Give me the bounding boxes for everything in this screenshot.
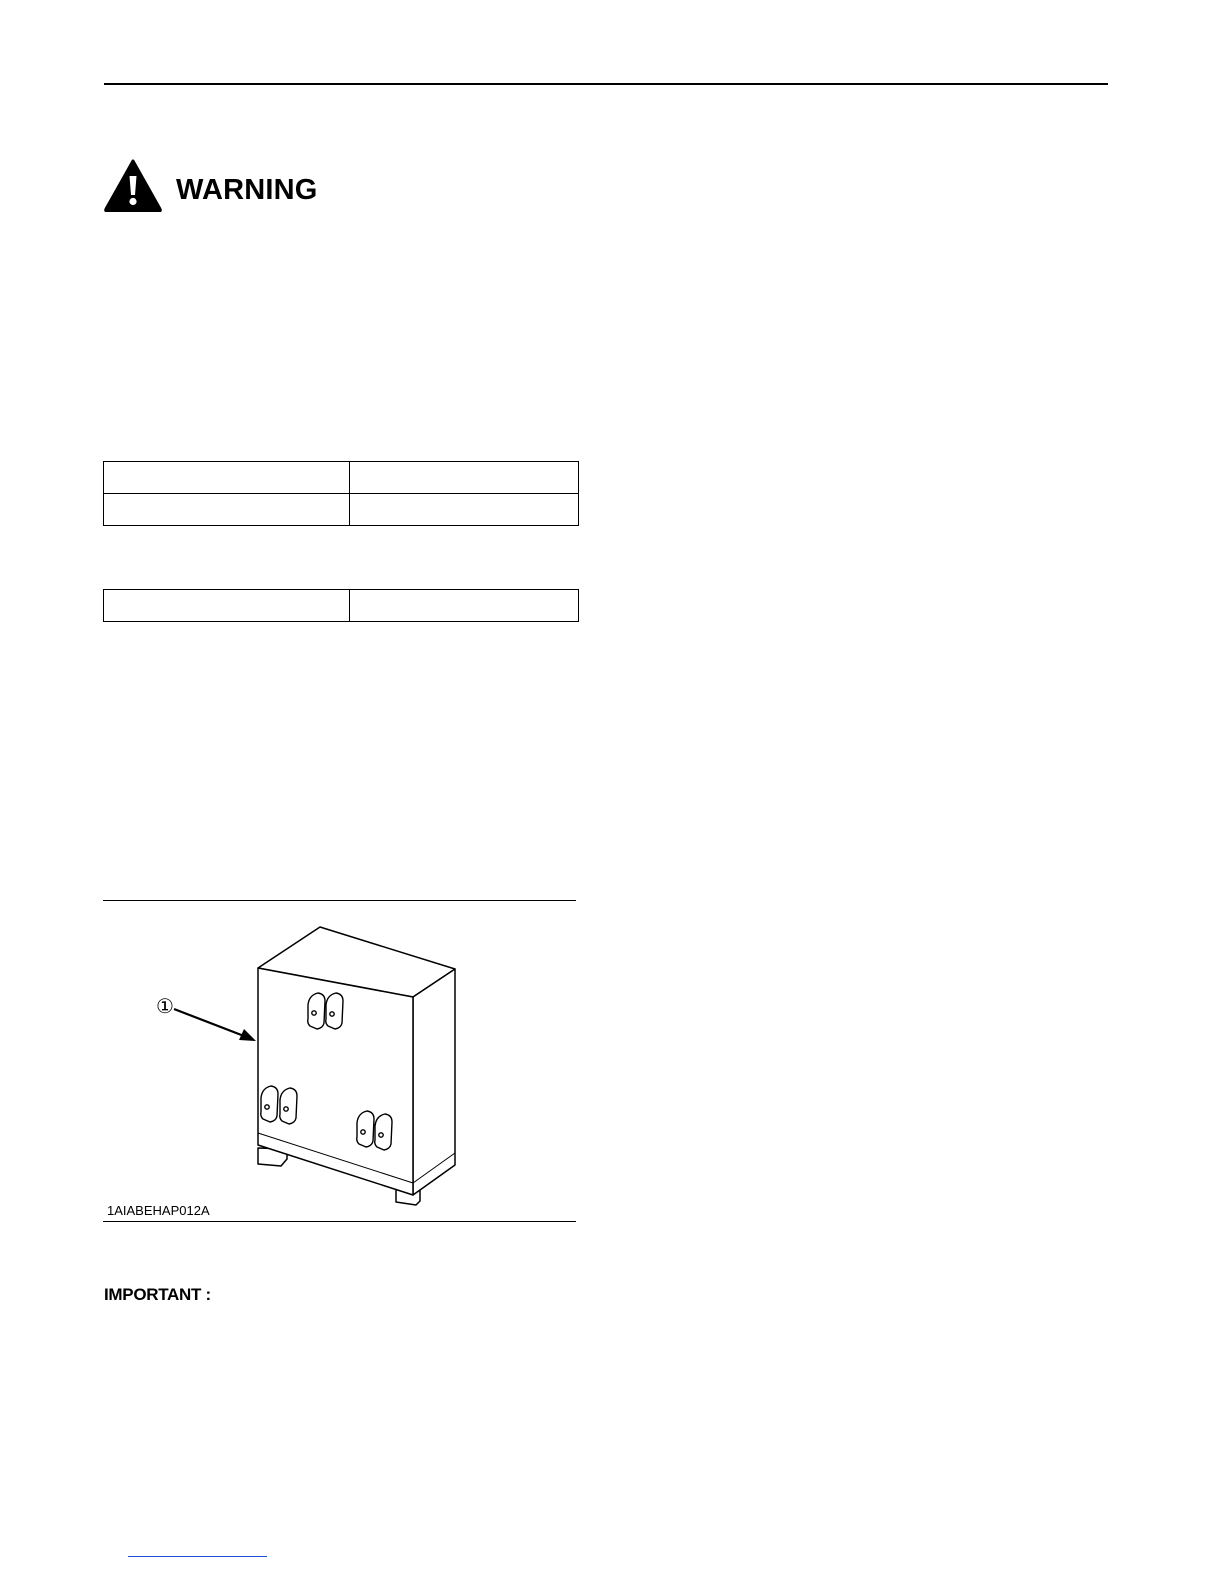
table-cell [104,494,350,526]
battery-illustration [103,901,576,1223]
battery-side-face [413,969,455,1195]
battery-figure [103,900,576,1222]
table-row [104,462,579,494]
callout-number: ① [156,994,174,1018]
header-rule [104,83,1108,85]
spec-table-1 [103,461,579,526]
table-cell [104,590,350,622]
table-cell [350,494,579,526]
warning-label: WARNING [176,173,318,206]
table-row [104,590,579,622]
table-cell [104,462,350,494]
table-cell [350,462,579,494]
warning-heading [104,158,318,212]
link-underline[interactable] [128,1556,267,1557]
figure-code: 1AIABEHAP012A [107,1203,210,1218]
warning-triangle-icon [104,159,162,212]
table-cell [350,590,579,622]
spec-table-2 [103,589,579,622]
callout-arrow [174,1009,256,1041]
important-label: IMPORTANT : [104,1285,211,1304]
table-row [104,494,579,526]
